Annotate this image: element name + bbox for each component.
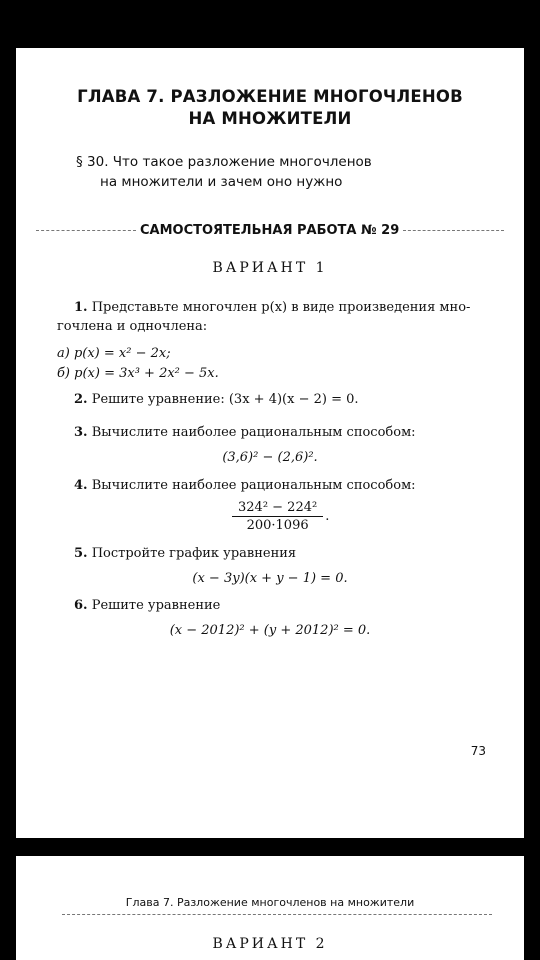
task-4-fraction: [232, 500, 329, 533]
task-3: [74, 423, 494, 442]
section-title-line1: § 30. Что такое разложение многочленов: [76, 154, 372, 170]
task-text: Постройте график уравнения: [91, 546, 297, 561]
task-number: 6.: [74, 598, 88, 613]
task-5-formula: (x − 3y)(x + y − 1) = 0.: [192, 571, 348, 586]
chapter-title-line2: НА МНОЖИТЕЛИ: [188, 109, 352, 128]
running-header: Глава 7. Разложение многочленов на множители: [125, 896, 415, 909]
fraction-period: .: [325, 509, 330, 524]
task-text: Решите уравнение: [91, 598, 221, 613]
task-1-part-b: б) p(x) = 3x³ + 2x² − 5x.: [57, 366, 219, 381]
variant-heading: ВАРИАНТ 1: [212, 260, 328, 276]
task-number: 1.: [74, 300, 88, 315]
fraction-denominator: 200·1096: [246, 518, 309, 533]
section-title: [76, 152, 504, 192]
task-1-part-a: а) p(x) = x² − 2x;: [57, 346, 171, 361]
task-number: 4.: [74, 478, 88, 493]
task-4: [74, 476, 494, 495]
page-number: 73: [470, 744, 486, 758]
task-text: Вычислите наиболее рациональным способом:: [91, 478, 416, 493]
fraction: [232, 500, 323, 533]
section-title-line2: на множители и зачем оно нужно: [100, 174, 343, 190]
work-title: САМОСТОЯТЕЛЬНАЯ РАБОТА № 29: [140, 222, 400, 238]
task-number: 2.: [74, 392, 88, 407]
task-2: [74, 390, 494, 409]
header-divider: [62, 914, 492, 915]
task-5: [74, 544, 494, 563]
work-heading: [36, 220, 504, 240]
task-text-continued: гочлена и одночлена:: [57, 319, 208, 334]
divider-left: [36, 230, 136, 231]
task-3-formula: (3,6)² − (2,6)².: [222, 450, 318, 465]
task-6: [74, 596, 494, 615]
task-6-formula: (x − 2012)² + (y + 2012)² = 0.: [169, 623, 371, 638]
task-text: Вычислите наиболее рациональным способом:: [91, 425, 416, 440]
task-text: Представьте многочлен p(x) в виде произведения мно-: [91, 300, 471, 315]
task-text: Решите уравнение: (3x + 4)(x − 2) = 0.: [91, 392, 359, 407]
divider-right: [403, 230, 504, 231]
chapter-title: [16, 86, 524, 130]
task-1: [57, 298, 494, 336]
variant-heading: ВАРИАНТ 2: [212, 936, 328, 952]
task-number: 3.: [74, 425, 88, 440]
chapter-title-line1: ГЛАВА 7. РАЗЛОЖЕНИЕ МНОГОЧЛЕНОВ: [77, 87, 463, 106]
fraction-numerator: 324² − 224²: [232, 500, 323, 517]
book-page-next: [16, 856, 524, 960]
task-number: 5.: [74, 546, 88, 561]
book-page-73: [16, 48, 524, 838]
